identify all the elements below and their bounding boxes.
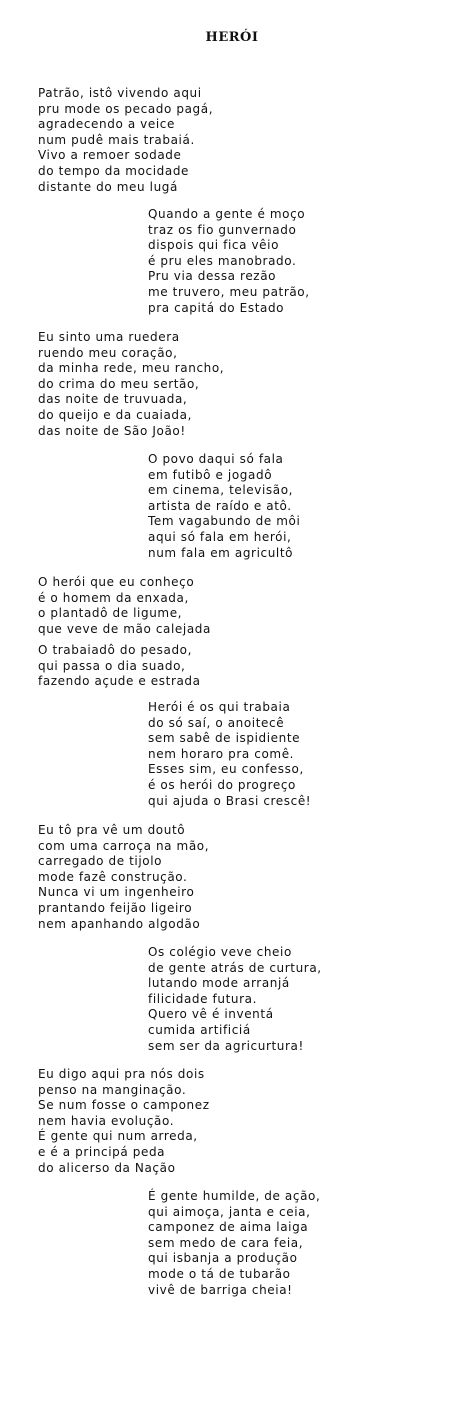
poem-line: prantando feijão ligeiro (38, 900, 193, 915)
poem-line: nem havia evolução. (38, 1113, 175, 1128)
poem-line: sem sabê de ispidiente (148, 731, 301, 746)
poem-line: qui passa o dia suado, (38, 658, 186, 673)
stanza (148, 1189, 320, 1298)
poem-line: Eu sinto uma ruedera (38, 330, 180, 344)
poem-line: do crima do meu sertão, (38, 376, 200, 391)
poem-line: nem apanhando algodão (38, 916, 201, 931)
poem-line: nem horaro pra comê. (148, 746, 295, 761)
poem-line: artista de raído e atô. (148, 498, 292, 513)
stanza (148, 700, 311, 809)
poem-line: filicidade futura. (148, 991, 257, 1006)
poem-line: O herói que eu conheço (38, 575, 195, 589)
poem-line: do tempo da mocidade (38, 163, 190, 178)
poem-line: Se num fosse o camponez (38, 1098, 210, 1113)
poem-line: Os colégio veve cheio (148, 945, 292, 959)
stanza (38, 1067, 210, 1176)
poem-line: Eu digo aqui pra nós dois (38, 1067, 205, 1081)
poem-line: dispois qui fica vêio (148, 238, 280, 253)
poem-line: do só saí, o anoitecê (148, 715, 285, 730)
poem-line: pru mode os pecado pagá, (38, 101, 214, 116)
poem-line: Herói é os qui trabaia (148, 700, 291, 714)
poem-line: O trabaiadô do pesado, (38, 643, 193, 657)
poem-line: das noite de São João! (38, 423, 186, 438)
poem-line: o plantadô de ligume, (38, 606, 183, 621)
stanza (148, 945, 322, 1054)
poem-line: qui ajuda o Brasi crescê! (148, 793, 312, 808)
poem-line: Quero vê é inventá (148, 1007, 274, 1022)
poem-line: Patrão, istô vivendo aqui (38, 86, 202, 100)
stanza (148, 207, 310, 316)
poem-line: camponez de aima laiga (148, 1220, 309, 1235)
poem-line: Esses sim, eu confesso, (148, 762, 304, 777)
stanza (38, 575, 211, 637)
poem-line: é o homem da enxada, (38, 590, 189, 605)
poem-line: em futibô e jogadô (148, 467, 273, 482)
poem-line: da minha rede, meu rancho, (38, 361, 225, 376)
poem-line: vivê de barriga cheia! (148, 1282, 293, 1297)
poem-line: sem ser da agricurtura! (148, 1038, 304, 1053)
poem-line: pra capitá do Estado (148, 300, 285, 315)
poem-line: Vivo a remoer sodade (38, 148, 182, 163)
poem-line: agradecendo a veice (38, 117, 175, 132)
stanza (148, 452, 300, 561)
poem-line: num pudê mais trabaiá. (38, 132, 195, 147)
poem-line: que veve de mão calejada (38, 621, 211, 636)
poem-title: HERÓI (205, 30, 259, 45)
poem-line: O povo daqui só fala (148, 452, 284, 466)
poem-line: do queijo e da cuaiada, (38, 407, 193, 422)
poem-line: é os herói do progreço (148, 777, 296, 792)
poem-line: mode fazê construção. (38, 869, 188, 884)
poem-line: aqui só fala em herói, (148, 529, 292, 544)
poem-line: Eu tô pra vê um doutô (38, 823, 186, 837)
poem-line: ruendo meu coração, (38, 345, 178, 360)
poem-line: cumida artificiá (148, 1022, 251, 1037)
poem-line: é pru eles manobrado. (148, 253, 297, 268)
poem-line: de gente atrás de curtura, (148, 960, 322, 975)
poem-line: do alicerso da Nação (38, 1160, 176, 1175)
poem-line: lutando mode arranjá (148, 976, 290, 991)
poem-line: traz os fio gunvernado (148, 222, 297, 237)
poem-line: distante do meu lugá (38, 179, 178, 194)
poem-line: e é a principá peda (38, 1144, 166, 1159)
poem-line: Pru via dessa rezão (148, 269, 277, 284)
poem-line: sem medo de cara feia, (148, 1235, 304, 1250)
poem-line: carregado de tijolo (38, 854, 163, 869)
stanza (38, 330, 224, 439)
poem-line: me truvero, meu patrão, (148, 284, 310, 299)
poem-line: mode o tá de tubarão (148, 1266, 291, 1281)
poem-line: É gente qui num arreda, (38, 1129, 198, 1144)
poem-line: Quando a gente é moço (148, 207, 306, 221)
poem-line: qui aimoça, janta e ceia, (148, 1204, 311, 1219)
poem-line: penso na manginação. (38, 1082, 187, 1097)
poem-line: É gente humilde, de ação, (148, 1189, 321, 1203)
poem-line: Nunca vi um ingenheiro (38, 885, 195, 900)
poem-line: qui isbanja a produção (148, 1251, 298, 1266)
poem-line: fazendo açude e estrada (38, 674, 201, 689)
poem-line: Tem vagabundo de môi (148, 514, 301, 529)
stanza (38, 86, 213, 195)
stanza (38, 823, 209, 932)
poem-line: num fala em agricultô (148, 545, 294, 560)
poem-line: com uma carroça na mão, (38, 838, 210, 853)
stanza (38, 643, 201, 690)
poem-line: em cinema, televisão, (148, 483, 294, 498)
poem-line: das noite de truvuada, (38, 392, 188, 407)
